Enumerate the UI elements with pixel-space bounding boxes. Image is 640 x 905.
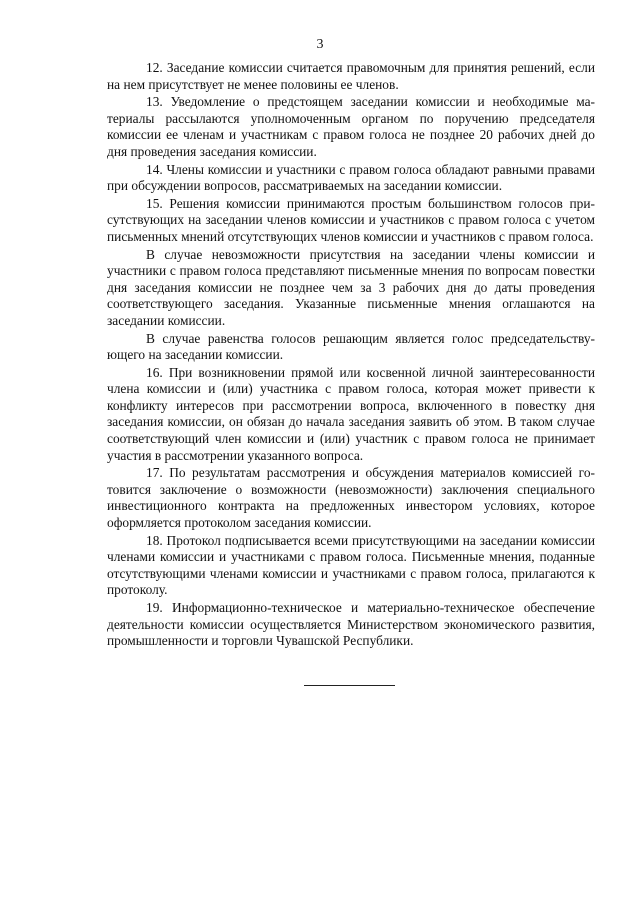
end-separator-line (304, 685, 395, 686)
paragraph-15: 15. Решения комиссии принимаются простым большинством голосов присутствующих на заседании членов комиссии и участников с правом голоса с учетом письменных мнений отсутствующих членов комиссии и участников с правом голоса. (107, 195, 595, 244)
paragraph-16: 16. При возникновении прямой или косвенной личной заинтересованности члена комиссии и (или) участника с правом голоса, которая может привести к конфликту интересов при рассмотрении вопроса, включенного в повестку дня заседания комиссии, он обязан до начала заседания заявить об этом. В таком случае соответствующий член комиссии и (или) участник с правом голоса не принимает участия в рассмотрении указанного вопроса. (107, 364, 595, 463)
paragraph-18: 18. Протокол подписывается всеми присутствующими на заседании комиссии членами комиссии и участниками с правом голоса. Письменные мнения, поданные отсутствующими членами комиссии и участниками с правом голоса, прилагаются к протоколу. (107, 532, 595, 598)
page-number: 3 (316, 37, 324, 52)
paragraph-13: 13. Уведомление о предстоящем заседании комиссии и необходимые материалы рассылаются уполномоченным органом по поручению председателя комиссии ее членам и участникам с правом голоса не позднее 20 рабочих дней до дня проведения заседания комиссии. (107, 94, 595, 159)
paragraph-14: 14. Члены комиссии и участники с правом голоса обладают равными правами при обсуждении вопросов, рассматриваемых на заседании комиссии. (107, 161, 595, 194)
document-body (107, 60, 595, 651)
paragraph-15-tie: В случае равенства голосов решающим является голос председательствующего на заседании комиссии. (107, 330, 595, 363)
paragraph-15-absence: В случае невозможности присутствия на заседании члены комиссии и участники с правом голоса представляют письменные мнения по вопросам повестки дня заседания комиссии не позднее чем за 3 рабочих дня до даты проведения соответствующего заседания. Указанные письменные мнения оглашаются на заседании комиссии. (107, 246, 595, 328)
paragraph-19: 19. Информационно-техническое и материально-техническое обеспечение деятельности комиссии осуществляется Министерством экономического развития, промышленности и торговли Чувашской Республики. (107, 600, 595, 649)
paragraph-17: 17. По результатам рассмотрения и обсуждения материалов комиссией готовится заключение о возможности (невозможности) заключения специального инвестиционного контракта на предложенных инвестором условиях, которое оформляется протоколом заседания комиссии. (107, 465, 595, 531)
paragraph-12: 12. Заседание комиссии считается правомочным для принятия решений, если на нем присутствует не менее половины ее членов. (107, 60, 595, 92)
